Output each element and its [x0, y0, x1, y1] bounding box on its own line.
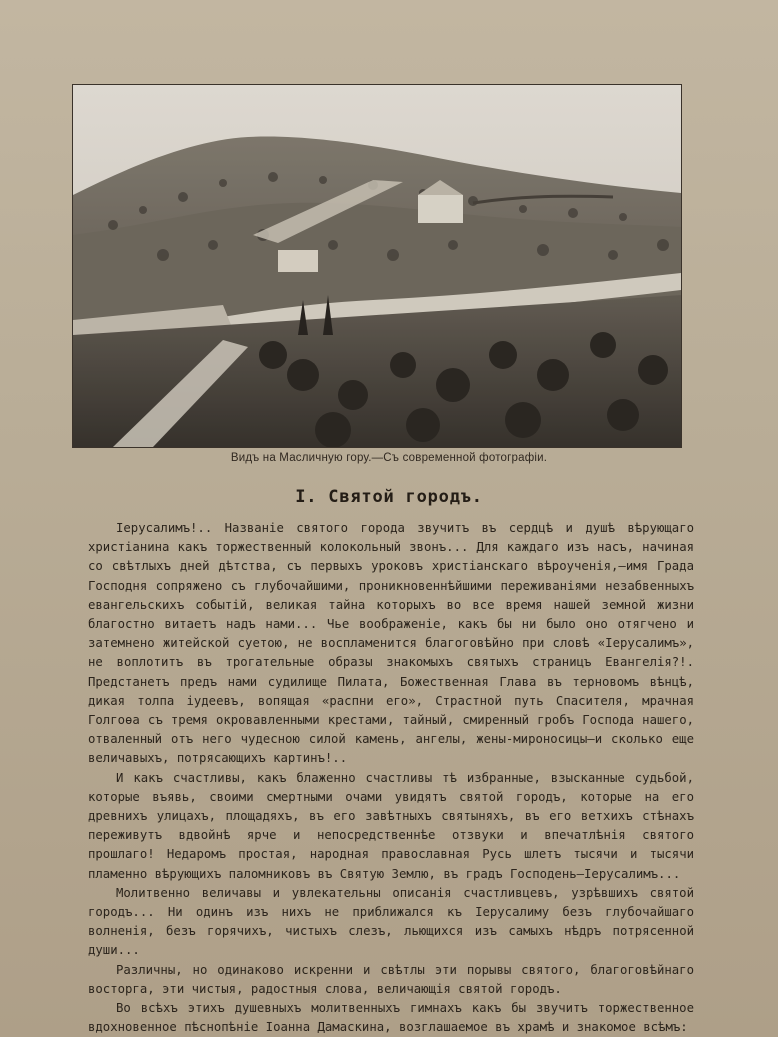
- mount-of-olives-photo: [72, 84, 682, 448]
- body-text: [88, 519, 694, 1037]
- paragraph: Молитвенно величавы и увлекательны описанія счастливцевъ, узрѣвшихъ святой городъ... Ни одинъ изъ нихъ не приближался къ Іерусалиму безъ глубочайшаго волненія, безъ горячихъ, чистыхъ слезъ, льющихся изъ самыхъ нѣдръ потрясенной души...: [88, 885, 694, 958]
- chapter-title: I. Святой городъ.: [295, 487, 483, 507]
- paragraph: Іерусалимъ!.. Названіе святого города звучитъ въ сердцѣ и душѣ вѣрующаго христіанина какъ торжественный колокольный звонъ... Для каждаго изъ насъ, начиная со свѣтлыхъ дней дѣтства, съ первыхъ уроковъ христіанскаго вѣроученія,—имя Града Господня сопряжено съ глубочайшими, проникновеннѣйшими переживаніями незабвенныхъ евангельскихъ событій, великая тайна которыхъ во все время нашей земной жизни благостно витаетъ надъ нами... Чье воображеніе, какъ бы ни было оно отягчено и затемнено житейской суетою, не воспламенится благоговѣйно при словѣ «Іерусалимъ», не воплотитъ въ трогательные образы знакомыхъ святыхъ страницъ Евангелія?!. Предстанетъ предъ нами судилище Пилата, Божественная Глава въ терновомъ вѣнцѣ, дикая толпа іудеевъ, вопящая «распни его», Страстной путь Спасителя, мрачная Голгоѳа съ тремя окровавленными крестами, тайный, смиренный гробъ Господа нашего, отваленный отъ него чудесною силой камень, ангелы, жены-мироносицы—и сколько еще величавыхъ, потрясающихъ картинъ!..: [88, 521, 694, 766]
- paragraph: Различны, но одинаково искренни и свѣтлы эти порывы святого, благоговѣйнаго восторга, эти чистыя, радостныя слова, величающія святой городъ.: [88, 962, 694, 996]
- landscape-photo-illustration: [73, 85, 681, 447]
- paragraph: И какъ счастливы, какъ блаженно счастливы тѣ избранные, взысканные судьбой, которые въявь, своими смертными очами увидятъ святой городъ, которые на его древнихъ улицахъ, площадяхъ, въ его завѣтныхъ святыняхъ, въ его ветхихъ стѣнахъ переживутъ вдвойнѣ ярче и непосредственнѣе отзвуки и впечатлѣнія святого прошлаго! Недаромъ простая, народная православная Русь шлетъ тысячи и тысячи пламенно вѣрующихъ паломниковъ въ Святую Землю, въ градъ Господень—Іерусалимъ...: [88, 770, 694, 881]
- paragraph: Во всѣхъ этихъ душевныхъ молитвенныхъ гимнахъ какъ бы звучитъ торжественное вдохновенное пѣснопѣніе Іоанна Дамаскина, возглашаемое въ храмѣ и знакомое всѣмъ:: [88, 1001, 694, 1035]
- photo-caption: Видъ на Масличную гору.—Съ современной фотографіи.: [230, 452, 548, 464]
